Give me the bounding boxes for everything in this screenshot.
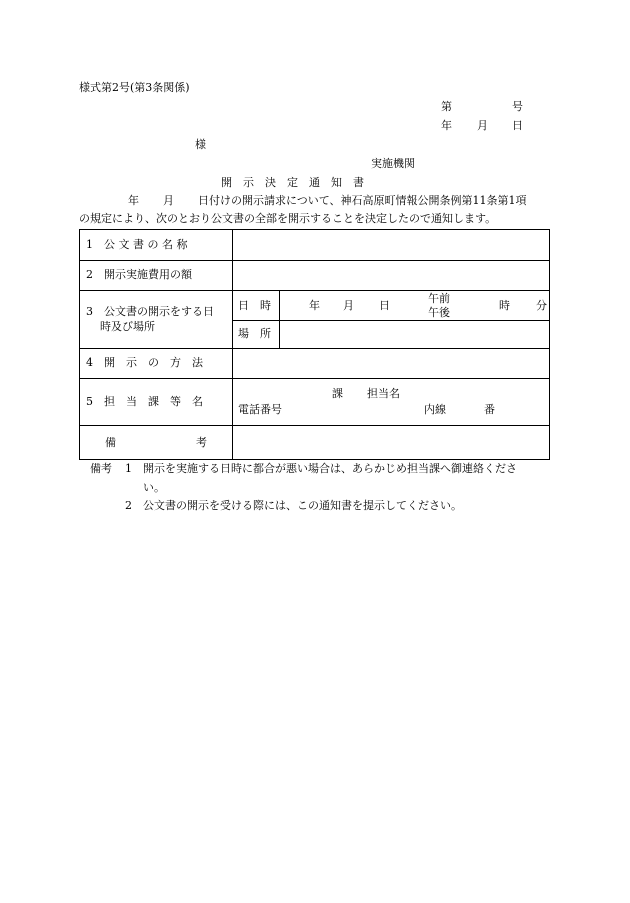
department-section: 課: [332, 387, 343, 400]
datetime-hour: 時: [499, 299, 510, 312]
remarks-field[interactable]: [233, 426, 549, 459]
datetime-month: 月: [343, 299, 354, 312]
department-person: 担当名: [367, 387, 400, 400]
form-number: 様式第2号(第3条関係): [79, 81, 190, 94]
addressee-suffix: 様: [195, 138, 206, 151]
datetime-am: 午前: [428, 292, 450, 305]
row-department-label: 5 担 当 課 等 名: [86, 395, 203, 408]
fee-field[interactable]: [233, 261, 549, 290]
intro-line-2: の規定により、次のとおり公文書の全部を開示することを決定したので通知します。: [79, 212, 497, 225]
note-1-line-2: い。: [143, 481, 165, 494]
issuer: 実施機関: [371, 157, 415, 170]
document-number-suffix: 号: [512, 100, 523, 113]
datetime-minute: 分: [536, 299, 547, 312]
document-number-prefix: 第: [441, 100, 452, 113]
note-1-number: 1: [125, 462, 132, 475]
department-number: 番: [484, 403, 495, 416]
row-document-name-label: 1 公 文 書 の 名 称: [86, 238, 188, 251]
date-day: 日: [512, 119, 523, 132]
row-datetime-place-label-line1: 3 公文書の開示をする日: [86, 305, 214, 318]
place-field[interactable]: [280, 321, 549, 348]
row-method-label: 4 開 示 の 方 法: [86, 356, 203, 369]
document-name-field[interactable]: [233, 231, 549, 260]
datetime-pm: 午後: [428, 306, 450, 319]
place-label: 場 所: [238, 327, 271, 340]
department-extension: 内線: [424, 403, 446, 416]
document-title: 開 示 決 定 通 知 書: [221, 176, 364, 189]
department-phone: 電話番号: [238, 403, 282, 416]
row-fee-label: 2 開示実施費用の額: [86, 268, 192, 281]
date-year: 年: [441, 119, 452, 132]
note-2-number: 2: [125, 499, 132, 512]
datetime-label: 日 時: [238, 299, 271, 312]
row-datetime-place-label-line2: 時及び場所: [100, 320, 155, 333]
row-divider: [80, 378, 550, 379]
intro-month: 月: [163, 194, 174, 207]
intro-year: 年: [128, 194, 139, 207]
note-2-text: 公文書の開示を受ける際には、この通知書を提示してください。: [143, 499, 462, 512]
notes-label: 備考: [90, 462, 112, 475]
row-divider: [80, 290, 550, 291]
method-field[interactable]: [233, 349, 549, 378]
datetime-year: 年: [309, 299, 320, 312]
datetime-day: 日: [379, 299, 390, 312]
note-1-line-1: 開示を実施する日時に都合が悪い場合は、あらかじめ担当課へ御連絡くださ: [143, 462, 517, 475]
row-remarks-label-b: 考: [196, 436, 207, 449]
disclosure-form-table: [79, 229, 550, 460]
date-month: 月: [477, 119, 488, 132]
row-remarks-label-a: 備: [105, 436, 116, 449]
intro-line-1: 日付けの開示請求について、神石高原町情報公開条例第11条第1項: [198, 194, 527, 207]
